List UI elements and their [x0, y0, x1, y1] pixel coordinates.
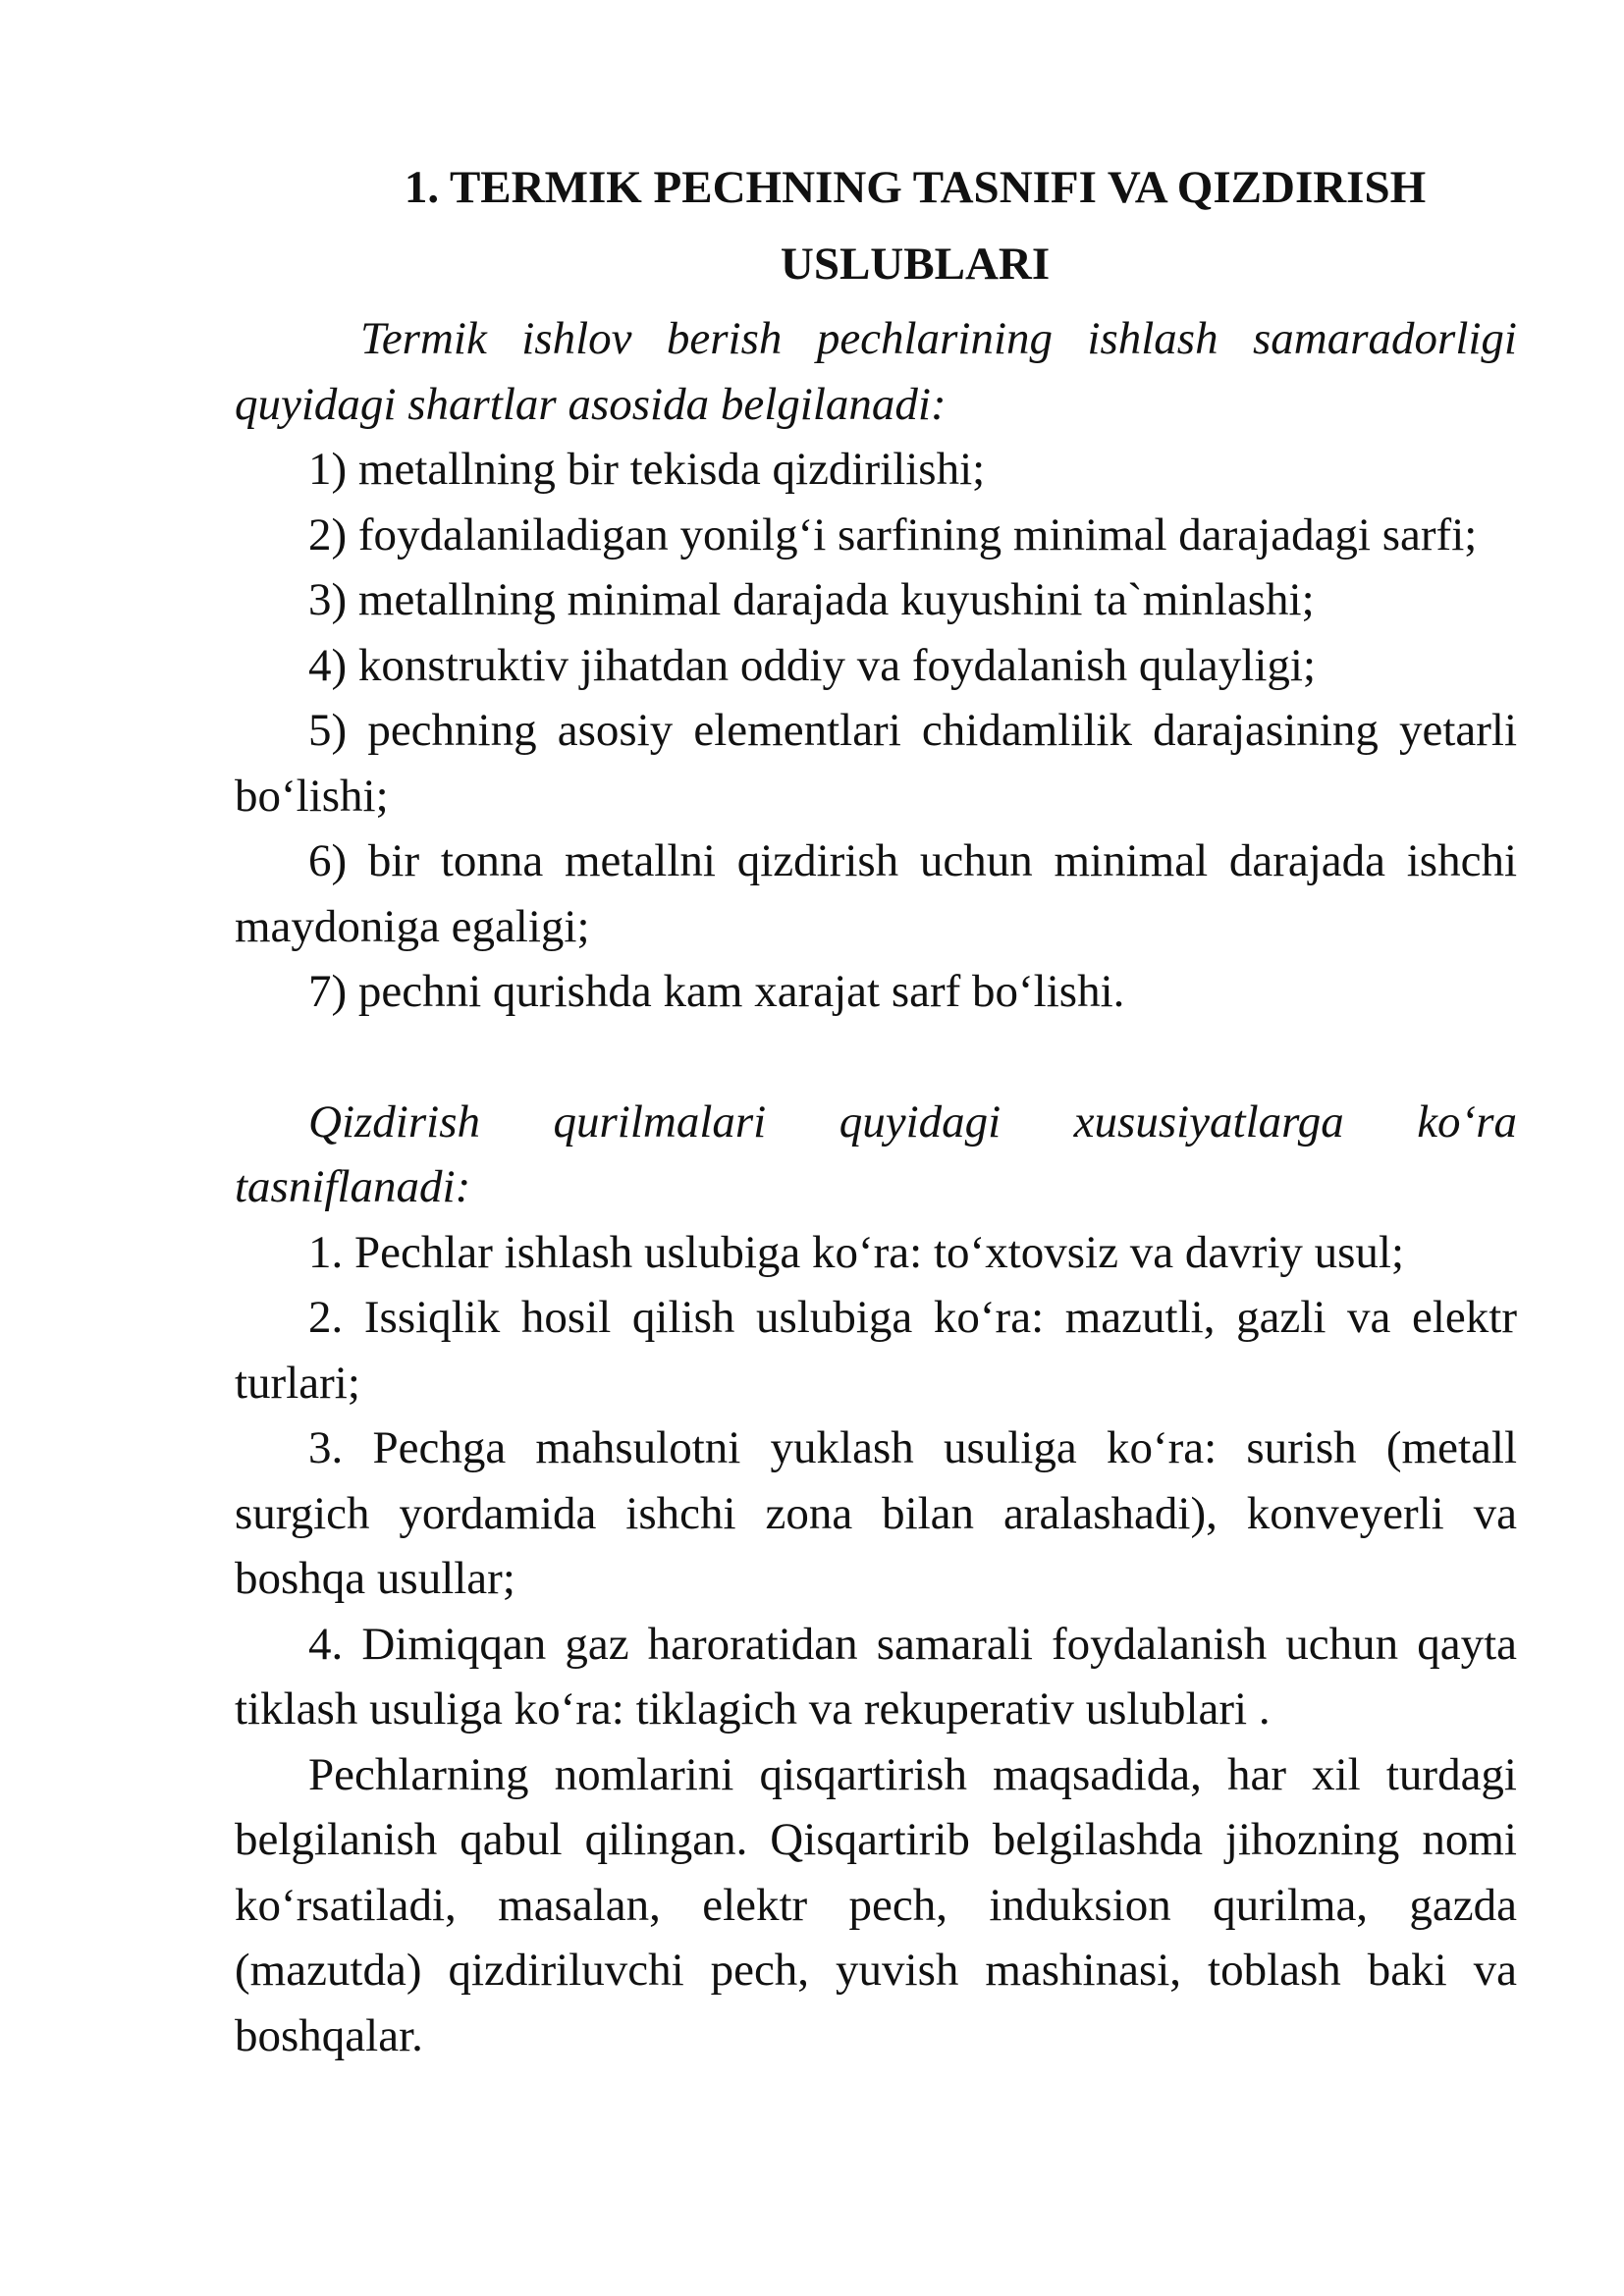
list-item: [235, 1415, 1517, 1612]
list-item: [235, 437, 1517, 503]
list-item-number: 1): [308, 444, 348, 495]
list-item-text: foydalaniladigan yonilg‘i sarfining minimal darajadagi sarfi;: [357, 508, 1478, 561]
list-item: [235, 828, 1517, 959]
list-item-text: Pechga mahsulotni yuklash usuliga ko‘ra: surish (metall surgich yordamida ishchi zona bilan aralashadi), konveyerli va boshqa usullar;: [235, 1422, 1518, 1604]
list-item: [235, 959, 1517, 1025]
list-item-text: konstruktiv jihatdan oddiy va foydalanish qulayligi;: [357, 639, 1317, 691]
intro-paragraph-1: Termik ishlov berish pechlarining ishlash samaradorligi quyidagi shartlar asosida belgilanadi:: [235, 313, 1517, 430]
closing-paragraph: Pechlarning nomlarini qisqartirish maqsadida, har xil turdagi belgilanish qabul qilingan. Qisqartirib belgilashda jihozning nomi ko‘rsatiladi, masalan, elektr pech, induksion qurilma, gazda (mazutda) qizdiriluvchi pech, yuvish mashinasi, toblash baki va boshqalar.: [235, 1748, 1517, 2061]
list-item: [235, 698, 1517, 828]
list-item-number: 2): [308, 508, 348, 561]
list-item: [235, 503, 1517, 568]
list-item: [235, 1285, 1517, 1415]
efficiency-conditions-list: [235, 437, 1517, 1025]
list-item-number: 1.: [308, 1226, 344, 1278]
list-item-text: Pechlar ishlash uslubiga ko‘ra: to‘xtovsiz va davriy usul;: [354, 1226, 1405, 1278]
list-item-text: pechning asosiy elementlari chidamlilik darajasining yetarli bo‘lishi;: [235, 705, 1518, 822]
list-item-text: Issiqlik hosil qilish uslubiga ko‘ra: mazutli, gazli va elektr turlari;: [235, 1292, 1517, 1409]
list-item-text: metallning minimal darajada kuyushini ta`minlashi;: [357, 574, 1315, 625]
list-item-text: Dimiqqan gaz haroratidan samarali foydalanish uchun qayta tiklash usuliga ko‘ra: tiklagich va rekuperativ uslublari .: [235, 1618, 1517, 1735]
list-item-text: bir tonna metallni qizdirish uchun minimal darajada ishchi maydoniga egaligi;: [235, 835, 1517, 952]
section-title-line-2: USLUBLARI: [780, 239, 1051, 290]
page-content: [235, 149, 1517, 2068]
list-item: [235, 633, 1517, 699]
list-item-text: metallning bir tekisda qizdirilishi;: [357, 444, 986, 495]
list-item-number: 2.: [308, 1292, 344, 1343]
list-item-number: 4.: [308, 1618, 344, 1670]
paragraph-spacer: [235, 1025, 1517, 1090]
list-item-number: 4): [308, 639, 348, 691]
classification-list: [235, 1220, 1517, 1742]
list-item-number: 7): [308, 966, 348, 1017]
list-item-number: 3.: [308, 1422, 344, 1473]
list-item-text: pechni qurishda kam xarajat sarf bo‘lishi.: [357, 966, 1125, 1017]
intro-paragraph-2: Qizdirish qurilmalari quyidagi xususiyatlarga ko‘ra tasniflanadi:: [235, 1095, 1517, 1212]
list-item-number: 6): [308, 835, 348, 886]
list-item: [235, 1220, 1517, 1286]
list-item: [235, 1612, 1517, 1742]
section-title: [235, 149, 1517, 302]
section-title-line-1: 1. TERMIK PECHNING TASNIFI VA QIZDIRISH: [404, 162, 1427, 213]
list-item-number: 5): [308, 705, 348, 756]
list-item: [235, 567, 1517, 633]
list-item-number: 3): [308, 574, 348, 625]
